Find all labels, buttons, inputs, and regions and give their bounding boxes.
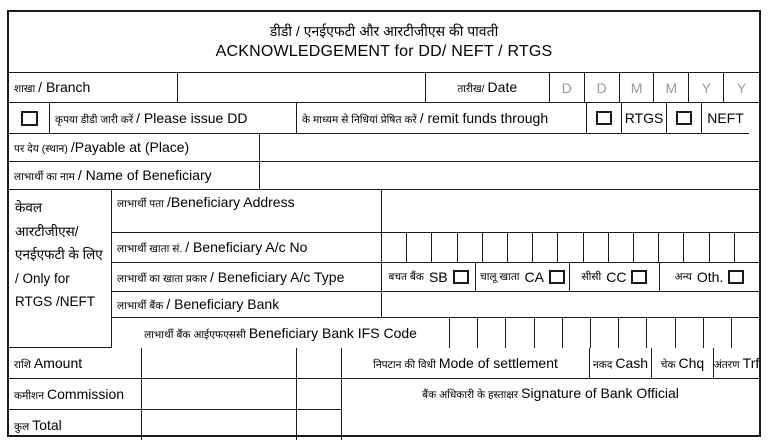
account-no-box-1[interactable]: [382, 233, 407, 263]
signature-label-english: Signature of Bank Official: [521, 385, 679, 401]
date-box-day-2[interactable]: D: [585, 73, 620, 103]
mode-of-settlement-label: [342, 348, 590, 379]
branch-input[interactable]: [178, 73, 426, 103]
beneficiary-bank-label-english: / Beneficiary Bank: [166, 296, 280, 312]
account-no-box-10[interactable]: [609, 233, 634, 263]
account-no-box-13[interactable]: [684, 233, 709, 263]
ifsc-box-4[interactable]: [535, 318, 563, 348]
account-no-box-12[interactable]: [659, 233, 684, 263]
account-no-box-8[interactable]: [558, 233, 583, 263]
settlement-transfer-english: Trf: [742, 354, 759, 371]
ifsc-box-1[interactable]: [450, 318, 478, 348]
ifsc-box-11[interactable]: [732, 318, 759, 348]
beneficiary-account-no-boxes: [382, 233, 759, 263]
account-no-box-9[interactable]: [584, 233, 609, 263]
commission-input[interactable]: [142, 379, 297, 410]
checkbox-icon[interactable]: [728, 270, 744, 284]
payable-at-label-english: /Payable at (Place): [70, 139, 190, 155]
beneficiary-account-type-label-hindi: लाभार्थी का खाता प्रकार: [117, 272, 207, 285]
account-no-box-15[interactable]: [735, 233, 759, 263]
mode-of-settlement-label-hindi: निपटान की विधी: [373, 358, 436, 371]
rtgs-neft-block: [9, 190, 759, 348]
amount-label: [9, 348, 142, 379]
checkbox-icon: [676, 111, 692, 125]
issue-dd-checkbox[interactable]: [9, 103, 50, 134]
date-box-month-2[interactable]: M: [654, 73, 689, 103]
total-label: [9, 410, 142, 440]
total-row: [9, 410, 759, 440]
account-no-box-4[interactable]: [458, 233, 483, 263]
settlement-cash-english: Cash: [615, 354, 649, 371]
ifsc-box-10[interactable]: [704, 318, 732, 348]
date-box-year-1[interactable]: Y: [689, 73, 724, 103]
form-title-block: [9, 12, 759, 73]
commission-label-english: Commission: [47, 385, 125, 402]
account-no-box-11[interactable]: [634, 233, 659, 263]
neft-checkbox[interactable]: [667, 103, 702, 134]
beneficiary-ifsc-boxes: [450, 318, 759, 348]
beneficiary-ifsc-row: [112, 318, 759, 348]
checkbox-icon: [596, 111, 612, 125]
settlement-cheque-hindi: चेक: [660, 358, 676, 371]
settlement-cash-hindi: नकद: [592, 358, 613, 371]
checkbox-icon[interactable]: [453, 270, 469, 284]
form-title-english: ACKNOWLEDGEMENT for DD/ NEFT / RTGS: [215, 43, 553, 60]
commission-label-hindi: कमीशन: [14, 389, 45, 402]
account-type-cc-hindi: सीसी: [581, 271, 602, 283]
payable-at-row: [9, 134, 759, 162]
amount-row: [9, 348, 759, 379]
issue-remit-row: [9, 103, 759, 134]
ifsc-box-8[interactable]: [647, 318, 675, 348]
account-no-box-3[interactable]: [432, 233, 457, 263]
only-for-line-4: / Only for: [15, 270, 70, 286]
account-type-other-hindi: अन्य: [674, 271, 692, 283]
account-type-sb-hindi: बचत बैंक: [388, 271, 424, 283]
only-for-rtgs-neft-label: [9, 190, 112, 348]
settlement-option-cheque[interactable]: [652, 348, 714, 379]
account-type-option-ca[interactable]: [476, 263, 570, 292]
amount-label-english: Amount: [33, 354, 83, 371]
beneficiary-bank-label-hindi: लाभार्थी बैंक: [117, 300, 164, 312]
branch-label-english: / Branch: [38, 79, 91, 95]
beneficiary-account-no-row: [112, 233, 759, 263]
beneficiary-bank-label: [112, 292, 382, 318]
total-extra-input[interactable]: [297, 410, 342, 440]
account-type-sb-english: SB: [428, 269, 448, 285]
rtgs-checkbox[interactable]: [587, 103, 622, 134]
ifsc-box-3[interactable]: [506, 318, 534, 348]
account-no-box-2[interactable]: [407, 233, 432, 263]
account-no-box-14[interactable]: [710, 233, 735, 263]
account-no-box-5[interactable]: [483, 233, 508, 263]
date-label-hindi: तारीख/: [457, 83, 485, 95]
beneficiary-address-label-hindi: लाभार्थी पता: [117, 198, 164, 210]
issue-dd-label: [50, 103, 297, 134]
branch-label: [9, 73, 178, 103]
ifsc-box-7[interactable]: [619, 318, 647, 348]
beneficiary-bank-row: [112, 292, 759, 318]
beneficiary-account-no-label-hindi: लाभार्थी खाता सं.: [117, 243, 183, 255]
settlement-option-cash[interactable]: [590, 348, 652, 379]
beneficiary-account-type-label: [112, 263, 382, 292]
account-type-cc-english: CC: [606, 269, 627, 285]
rtgs-label: RTGS: [622, 103, 667, 134]
account-type-option-other[interactable]: [660, 263, 759, 292]
branch-date-row: [9, 73, 759, 103]
date-label-english: Date: [487, 79, 518, 95]
date-box-month-1[interactable]: M: [620, 73, 655, 103]
beneficiary-account-no-label: [112, 233, 382, 263]
total-input[interactable]: [142, 410, 297, 440]
payable-at-input[interactable]: [260, 134, 759, 162]
issue-dd-label-english: / Please issue DD: [136, 109, 248, 126]
beneficiary-name-label: [9, 162, 260, 190]
date-box-year-2[interactable]: Y: [724, 73, 759, 103]
date-label: [426, 73, 550, 103]
checkbox-icon: [21, 111, 38, 126]
beneficiary-address-label: [112, 190, 382, 233]
beneficiary-account-no-label-english: / Beneficiary A/c No: [185, 239, 308, 255]
amount-label-hindi: राशि: [14, 358, 31, 371]
remit-funds-label-english: / remit funds through: [419, 109, 549, 126]
account-type-other-english: Oth.: [696, 269, 724, 285]
commission-extra-input[interactable]: [297, 379, 342, 410]
signature-label-hindi: बैंक अधिकारी के हस्ताक्षर: [422, 389, 519, 401]
account-type-option-cc[interactable]: [570, 263, 660, 292]
account-type-ca-english: CA: [524, 269, 544, 285]
beneficiary-account-type-row: [112, 263, 759, 292]
ifsc-box-2[interactable]: [478, 318, 506, 348]
form-title-hindi: डीडी / एनईएफटी और आरटीजीएस की पावती: [269, 23, 499, 39]
beneficiary-name-row: [9, 162, 759, 190]
checkbox-icon[interactable]: [549, 270, 565, 284]
commission-label: [9, 379, 142, 410]
beneficiary-address-label-english: /Beneficiary Address: [166, 194, 295, 210]
total-label-hindi: कुल: [14, 420, 30, 433]
ifsc-box-9[interactable]: [676, 318, 704, 348]
ifsc-box-6[interactable]: [591, 318, 619, 348]
date-box-day-1[interactable]: D: [550, 73, 585, 103]
beneficiary-ifsc-label-hindi: लाभार्थी बैंक आईएफएससी: [144, 328, 246, 341]
beneficiary-account-type-label-english: / Beneficiary A/c Type: [209, 268, 345, 285]
signature-of-bank-official-label: [342, 379, 759, 410]
settlement-option-transfer[interactable]: [714, 348, 759, 379]
remit-funds-label-hindi: के माध्यम से निधियां प्रेषित करें: [302, 113, 417, 126]
branch-label-hindi: शाखा: [14, 83, 36, 95]
beneficiary-name-input[interactable]: [260, 162, 759, 190]
ifsc-box-5[interactable]: [563, 318, 591, 348]
beneficiary-name-label-english: / Name of Beneficiary: [77, 167, 212, 183]
only-for-line-1: केवल: [15, 200, 43, 215]
settlement-cheque-english: Chq: [678, 354, 705, 371]
signature-area[interactable]: [342, 410, 759, 440]
account-no-box-6[interactable]: [508, 233, 533, 263]
beneficiary-ifsc-label: [112, 318, 450, 348]
checkbox-icon[interactable]: [631, 270, 647, 284]
account-no-box-7[interactable]: [533, 233, 558, 263]
settlement-transfer-hindi: अंतरण: [714, 358, 740, 371]
payable-at-label: [9, 134, 260, 162]
account-type-ca-hindi: चालू खाता: [480, 271, 520, 283]
commission-row: [9, 379, 759, 410]
total-label-english: Total: [32, 416, 62, 433]
beneficiary-address-row: [112, 190, 759, 233]
amount-extra-input[interactable]: [297, 348, 342, 379]
remit-funds-label: [297, 103, 587, 134]
account-type-option-sb[interactable]: [382, 263, 476, 292]
acknowledgement-form: [7, 10, 761, 437]
payable-at-label-hindi: पर देय (स्थान): [14, 143, 68, 155]
mode-of-settlement-label-english: Mode of settlement: [438, 354, 558, 371]
beneficiary-bank-input[interactable]: [382, 292, 759, 318]
only-for-line-2: आरटीजीएस/: [15, 223, 79, 239]
amount-input[interactable]: [142, 348, 297, 379]
issue-dd-label-hindi: कृपया डीडी जारी करें: [55, 113, 134, 126]
beneficiary-name-label-hindi: लाभार्थी का नाम: [14, 171, 75, 183]
beneficiary-address-input[interactable]: [382, 190, 759, 233]
only-for-line-5: RTGS /NEFT: [15, 294, 96, 309]
beneficiary-ifsc-label-english: Beneficiary Bank IFS Code: [248, 324, 417, 341]
neft-label: NEFT: [702, 103, 749, 134]
only-for-line-3: एनईएफटी के लिए: [15, 247, 103, 262]
